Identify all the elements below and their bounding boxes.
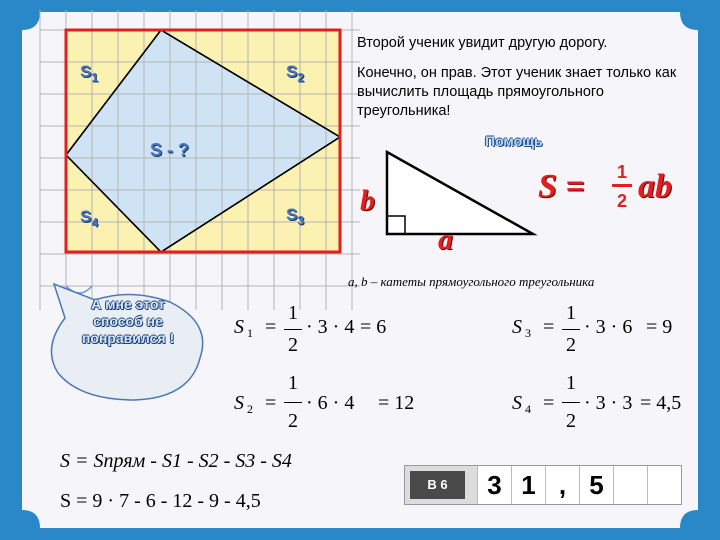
bubble-text: А мне этот способ не понравился ! <box>81 296 175 346</box>
help-link[interactable]: Помощь <box>485 133 543 149</box>
formula-den: 2 <box>616 191 627 211</box>
eq-s4-result: = 4,5 <box>640 392 682 414</box>
equation-s4: S 4 = 1 2 · 3 · 3 = 4,5 <box>512 372 682 432</box>
text-line1: Второй ученик увидит другую дорогу. <box>357 35 608 51</box>
right-triangle <box>370 140 540 240</box>
area-question: S - ? <box>150 140 189 160</box>
eq-s4-var: S <box>512 392 522 414</box>
eq-s1-result: = 6 <box>360 316 387 338</box>
total-formula: S = Sпрям - S1 - S2 - S3 - S4 <box>60 450 292 472</box>
eq-s2-var: S <box>234 392 244 414</box>
legs-note: a, b – катеты прямоугольного треугольника <box>348 274 595 289</box>
eq-s2-factors: · 6 · 4 <box>306 392 355 414</box>
equation-s2: S 2 = 1 2 · 6 · 4 = 12 <box>234 372 415 432</box>
formula-rhs: ab <box>638 168 672 205</box>
answer-label: В 6 <box>410 471 465 499</box>
eq-s4-num: 1 <box>566 372 576 394</box>
leg-a-label: a <box>438 223 453 256</box>
eq-s4-factors: · 3 · 3 <box>584 392 633 414</box>
eq-s1-num: 1 <box>288 302 298 324</box>
eq-s2-result: = 12 <box>378 392 415 414</box>
region-label-s3: $S_3$ <box>286 205 305 228</box>
answer-box <box>404 465 682 505</box>
eq-s1-sub: 1 <box>247 326 253 340</box>
eq-s4-den: 2 <box>566 410 576 432</box>
answer-cell-2[interactable]: 1 <box>511 466 545 504</box>
region-label-s2: $S_2$ <box>286 62 305 85</box>
text-line2: Конечно, он прав. Этот ученик знает только как вычислить площадь прямоугольного треугольника! <box>357 65 677 119</box>
formula-lhs: S = <box>538 168 585 205</box>
formula-fraction-bar <box>612 184 632 187</box>
answer-cell-1[interactable]: 3 <box>477 466 511 504</box>
eq-s3-result: = 9 <box>646 316 673 338</box>
eq-s3-den: 2 <box>566 334 576 356</box>
eq-s3-var: S <box>512 316 522 338</box>
answer-cell-3[interactable]: , <box>545 466 579 504</box>
eq-s2-den: 2 <box>288 410 298 432</box>
eq-s2-sub: 2 <box>247 402 253 416</box>
eq-s2-num: 1 <box>288 372 298 394</box>
equation-s3: S 3 = 1 2 · 3 · 6 = 9 <box>512 302 673 356</box>
eq-s4-sub: 4 <box>525 402 531 416</box>
total-calculation: S = 9 · 7 - 6 - 12 - 9 - 4,5 <box>60 490 261 512</box>
region-label-s1: $S_1$ <box>80 62 99 85</box>
eq-s3-factors: · 3 · 6 <box>584 316 633 338</box>
eq-s1-var: S <box>234 316 244 338</box>
answer-cell-5[interactable] <box>613 466 647 504</box>
leg-b-label: b <box>360 184 375 217</box>
equation-s1: S 1 = 1 2 · 3 · 4 = 6 <box>234 302 387 356</box>
answer-cell-6[interactable] <box>647 466 681 504</box>
eq-s1-den: 2 <box>288 334 298 356</box>
answer-cell-4[interactable]: 5 <box>579 466 613 504</box>
formula-num: 1 <box>616 162 627 182</box>
eq-s3-sub: 3 <box>525 326 531 340</box>
region-label-s4: $S_4$ <box>80 207 99 230</box>
eq-s3-num: 1 <box>566 302 576 324</box>
eq-s1-factors: · 3 · 4 <box>306 316 355 338</box>
